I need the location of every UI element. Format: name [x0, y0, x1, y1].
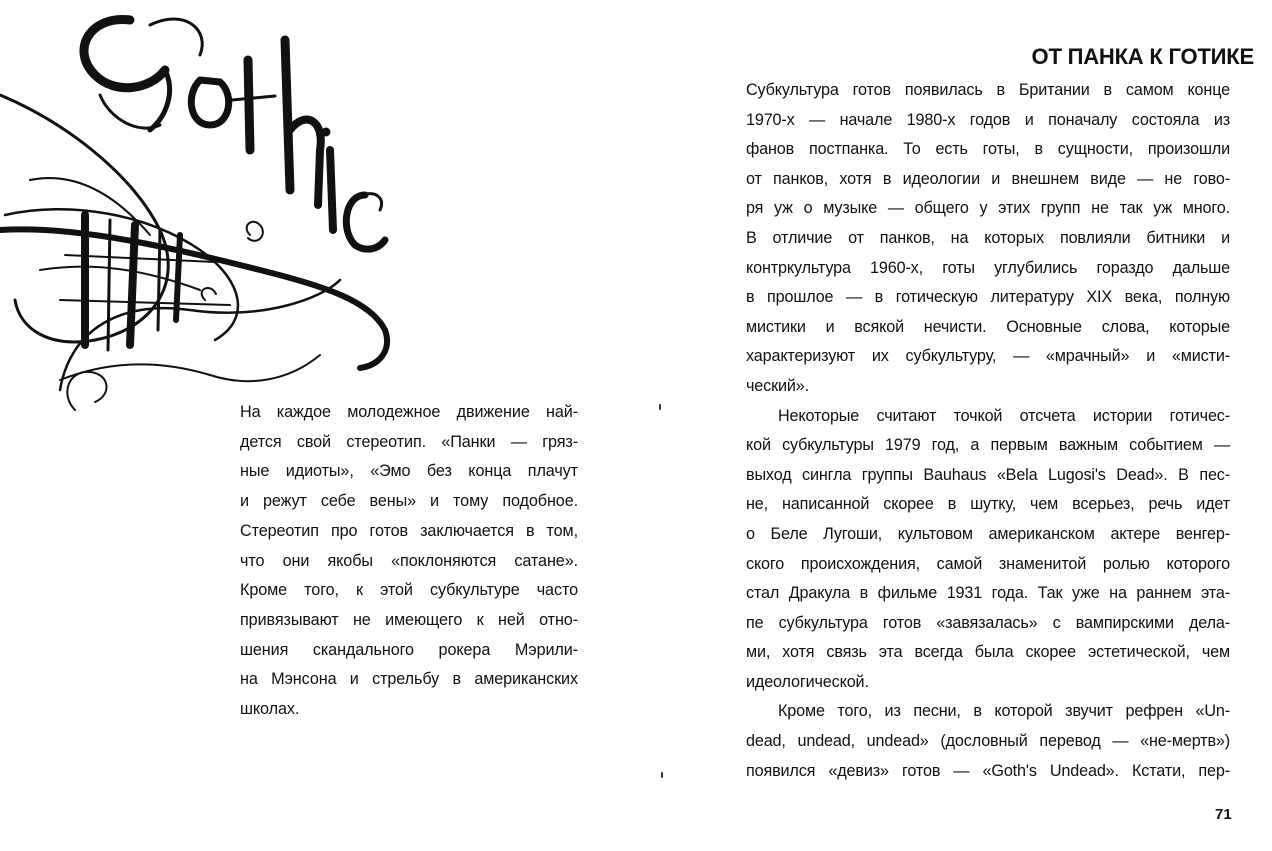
text-line: что они якобы «поклоняются сатане».: [240, 551, 578, 570]
text-line: идеологической.: [746, 672, 869, 691]
text-line: в прошлое — в готическую литературу XIX века, полную: [746, 288, 1230, 307]
scan-speck: [659, 404, 661, 410]
right-page-text: [746, 76, 1230, 786]
text-line: пе субкультура готов «завязалась» с вампирскими дела-: [746, 613, 1230, 632]
text-line: ные идиоты», «Эмо без конца плачут: [240, 462, 578, 481]
text-line: выход сингла группы Bauhaus «Bela Lugosi's Dead». В пес-: [746, 465, 1230, 484]
text-line: dead, undead, undead» (дословный перевод — «не-мертв»): [746, 732, 1230, 751]
text-line: о Беле Лугоши, культовом американском актере венгер-: [746, 524, 1230, 543]
text-line: мистики и всякой нечисти. Основные слова, которые: [746, 317, 1230, 336]
text-line: ми, хотя связь эта всегда была скорее эстетической, чем: [746, 643, 1230, 662]
text-line: появился «девиз» готов — «Goth's Undead». Кстати, пер-: [746, 761, 1230, 780]
text-line: 1970-х — начале 1980-х годов и поначалу состояла из: [746, 110, 1230, 129]
text-line: фанов постпанка. То есть готы, в сущности, произошли: [746, 140, 1230, 159]
text-line: Некоторые считают точкой отсчета истории готичес-: [778, 406, 1230, 425]
text-line: школах.: [240, 700, 300, 719]
scan-speck: [661, 772, 663, 778]
text-line: В отличие от панков, на которых повлияли битники и: [746, 228, 1230, 247]
text-line: дется свой стереотип. «Панки — гряз-: [240, 432, 578, 451]
text-line: привязывают не имеющего к ней отно-: [240, 610, 578, 629]
text-line: ского происхождения, самой знаменитой ролью которого: [746, 554, 1230, 573]
text-line: Субкультура готов появилась в Британии в самом конце: [746, 81, 1230, 99]
section-title: ОТ ПАНКА К ГОТИКЕ: [1031, 44, 1254, 69]
text-line: Кроме того, к этой субкультуре часто: [240, 581, 578, 600]
text-line: кой субкультуры 1979 год, а первым важным событием —: [746, 436, 1230, 455]
text-line: На каждое молодежное движение най-: [240, 403, 578, 421]
text-line: и режут себе вены» и тому подобное.: [240, 492, 578, 511]
text-line: контркультура 1960-х, готы углубились гораздо дальше: [746, 258, 1230, 277]
text-line: ческий».: [746, 376, 809, 395]
text-line: характеризуют их субкультуру, — «мрачный» и «мисти-: [746, 347, 1230, 366]
text-line: Стереотип про готов заключается в том,: [240, 521, 578, 540]
text-line: шения скандального рокера Мэрили-: [240, 640, 578, 659]
text-line: от панков, хотя в идеологии и внешнем виде — не гово-: [746, 169, 1230, 188]
text-line: на Мэнсона и стрельбу в американских: [240, 670, 578, 689]
text-line: не, написанной скорее в шутку, чем всерьез, речь идет: [746, 495, 1230, 514]
text-line: Кроме того, из песни, в которой звучит рефрен «Un-: [778, 702, 1230, 721]
text-line: стал Дракула в фильме 1931 года. Так уже на раннем эта-: [746, 584, 1230, 603]
page-number: 71: [1215, 806, 1232, 823]
left-page-text: [240, 398, 578, 725]
text-line: ря уж о музыке — общего у этих групп не так уж много.: [746, 199, 1230, 218]
gothic-calligraphy-ornament: [0, 0, 400, 440]
